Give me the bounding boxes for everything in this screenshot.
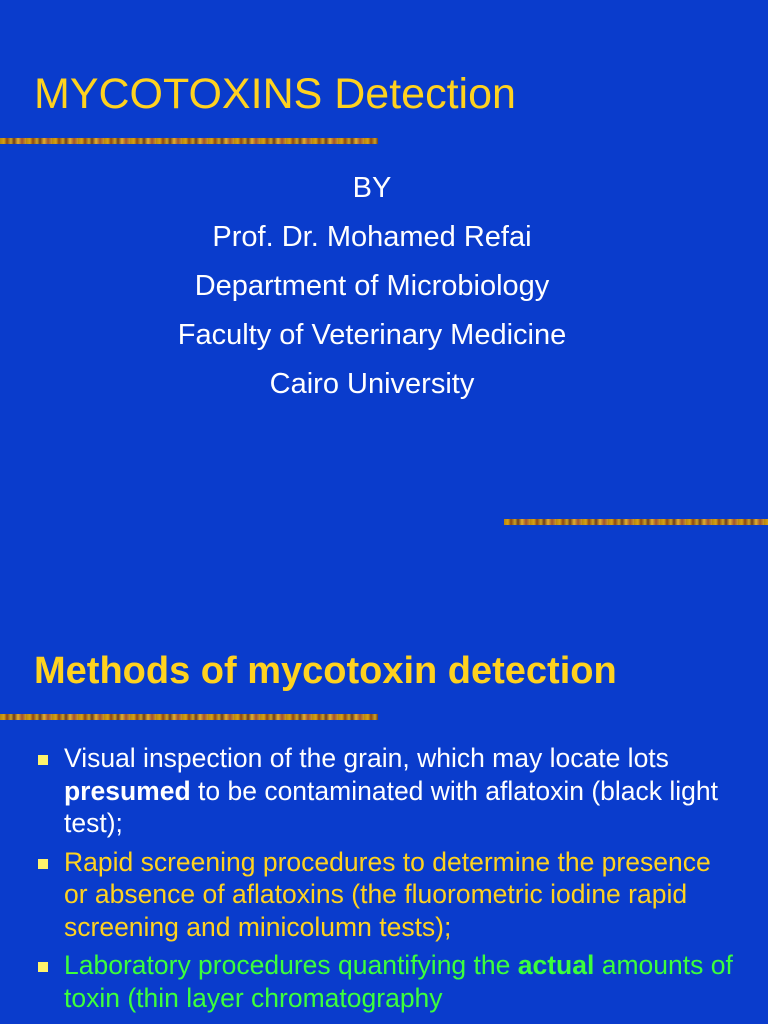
list-item <box>36 846 736 944</box>
list-item <box>36 742 736 840</box>
bullet-square-icon <box>38 962 48 972</box>
author-university: Cairo University <box>269 368 475 400</box>
slide-title: Methods of mycotoxin detection <box>34 650 617 692</box>
bullet-emphasis: actual <box>517 950 595 980</box>
bullet-text: Visual inspection of the grain, which may locate lots <box>64 743 669 773</box>
bottom-divider <box>504 519 768 525</box>
bullet-text: Rapid screening procedures to determine the presence or absence of aflatoxins (the fluorometric iodine rapid screening and minicolumn tests); <box>64 846 711 942</box>
author-name: Prof. Dr. Mohamed Refai <box>212 221 532 253</box>
byline-by: BY <box>352 172 392 204</box>
methods-slide <box>0 620 768 1024</box>
author-faculty: Faculty of Veterinary Medicine <box>177 319 567 351</box>
bullet-square-icon <box>38 859 48 869</box>
author-block <box>0 168 744 413</box>
slide-title: MYCOTOXINS Detection <box>34 70 516 118</box>
author-department: Department of Microbiology <box>194 270 550 302</box>
methods-list <box>36 742 736 1020</box>
bullet-emphasis: presumed <box>64 775 191 806</box>
bullet-text: Laboratory procedures quantifying the <box>64 950 518 980</box>
list-item <box>36 949 736 1014</box>
title-divider <box>0 138 378 144</box>
bullet-text: amounts of toxin (thin layer chromatography <box>64 950 733 1013</box>
title-divider <box>0 714 378 720</box>
bullet-square-icon <box>38 755 48 765</box>
bullet-text: to be contaminated with aflatoxin (black light test); <box>64 775 719 838</box>
